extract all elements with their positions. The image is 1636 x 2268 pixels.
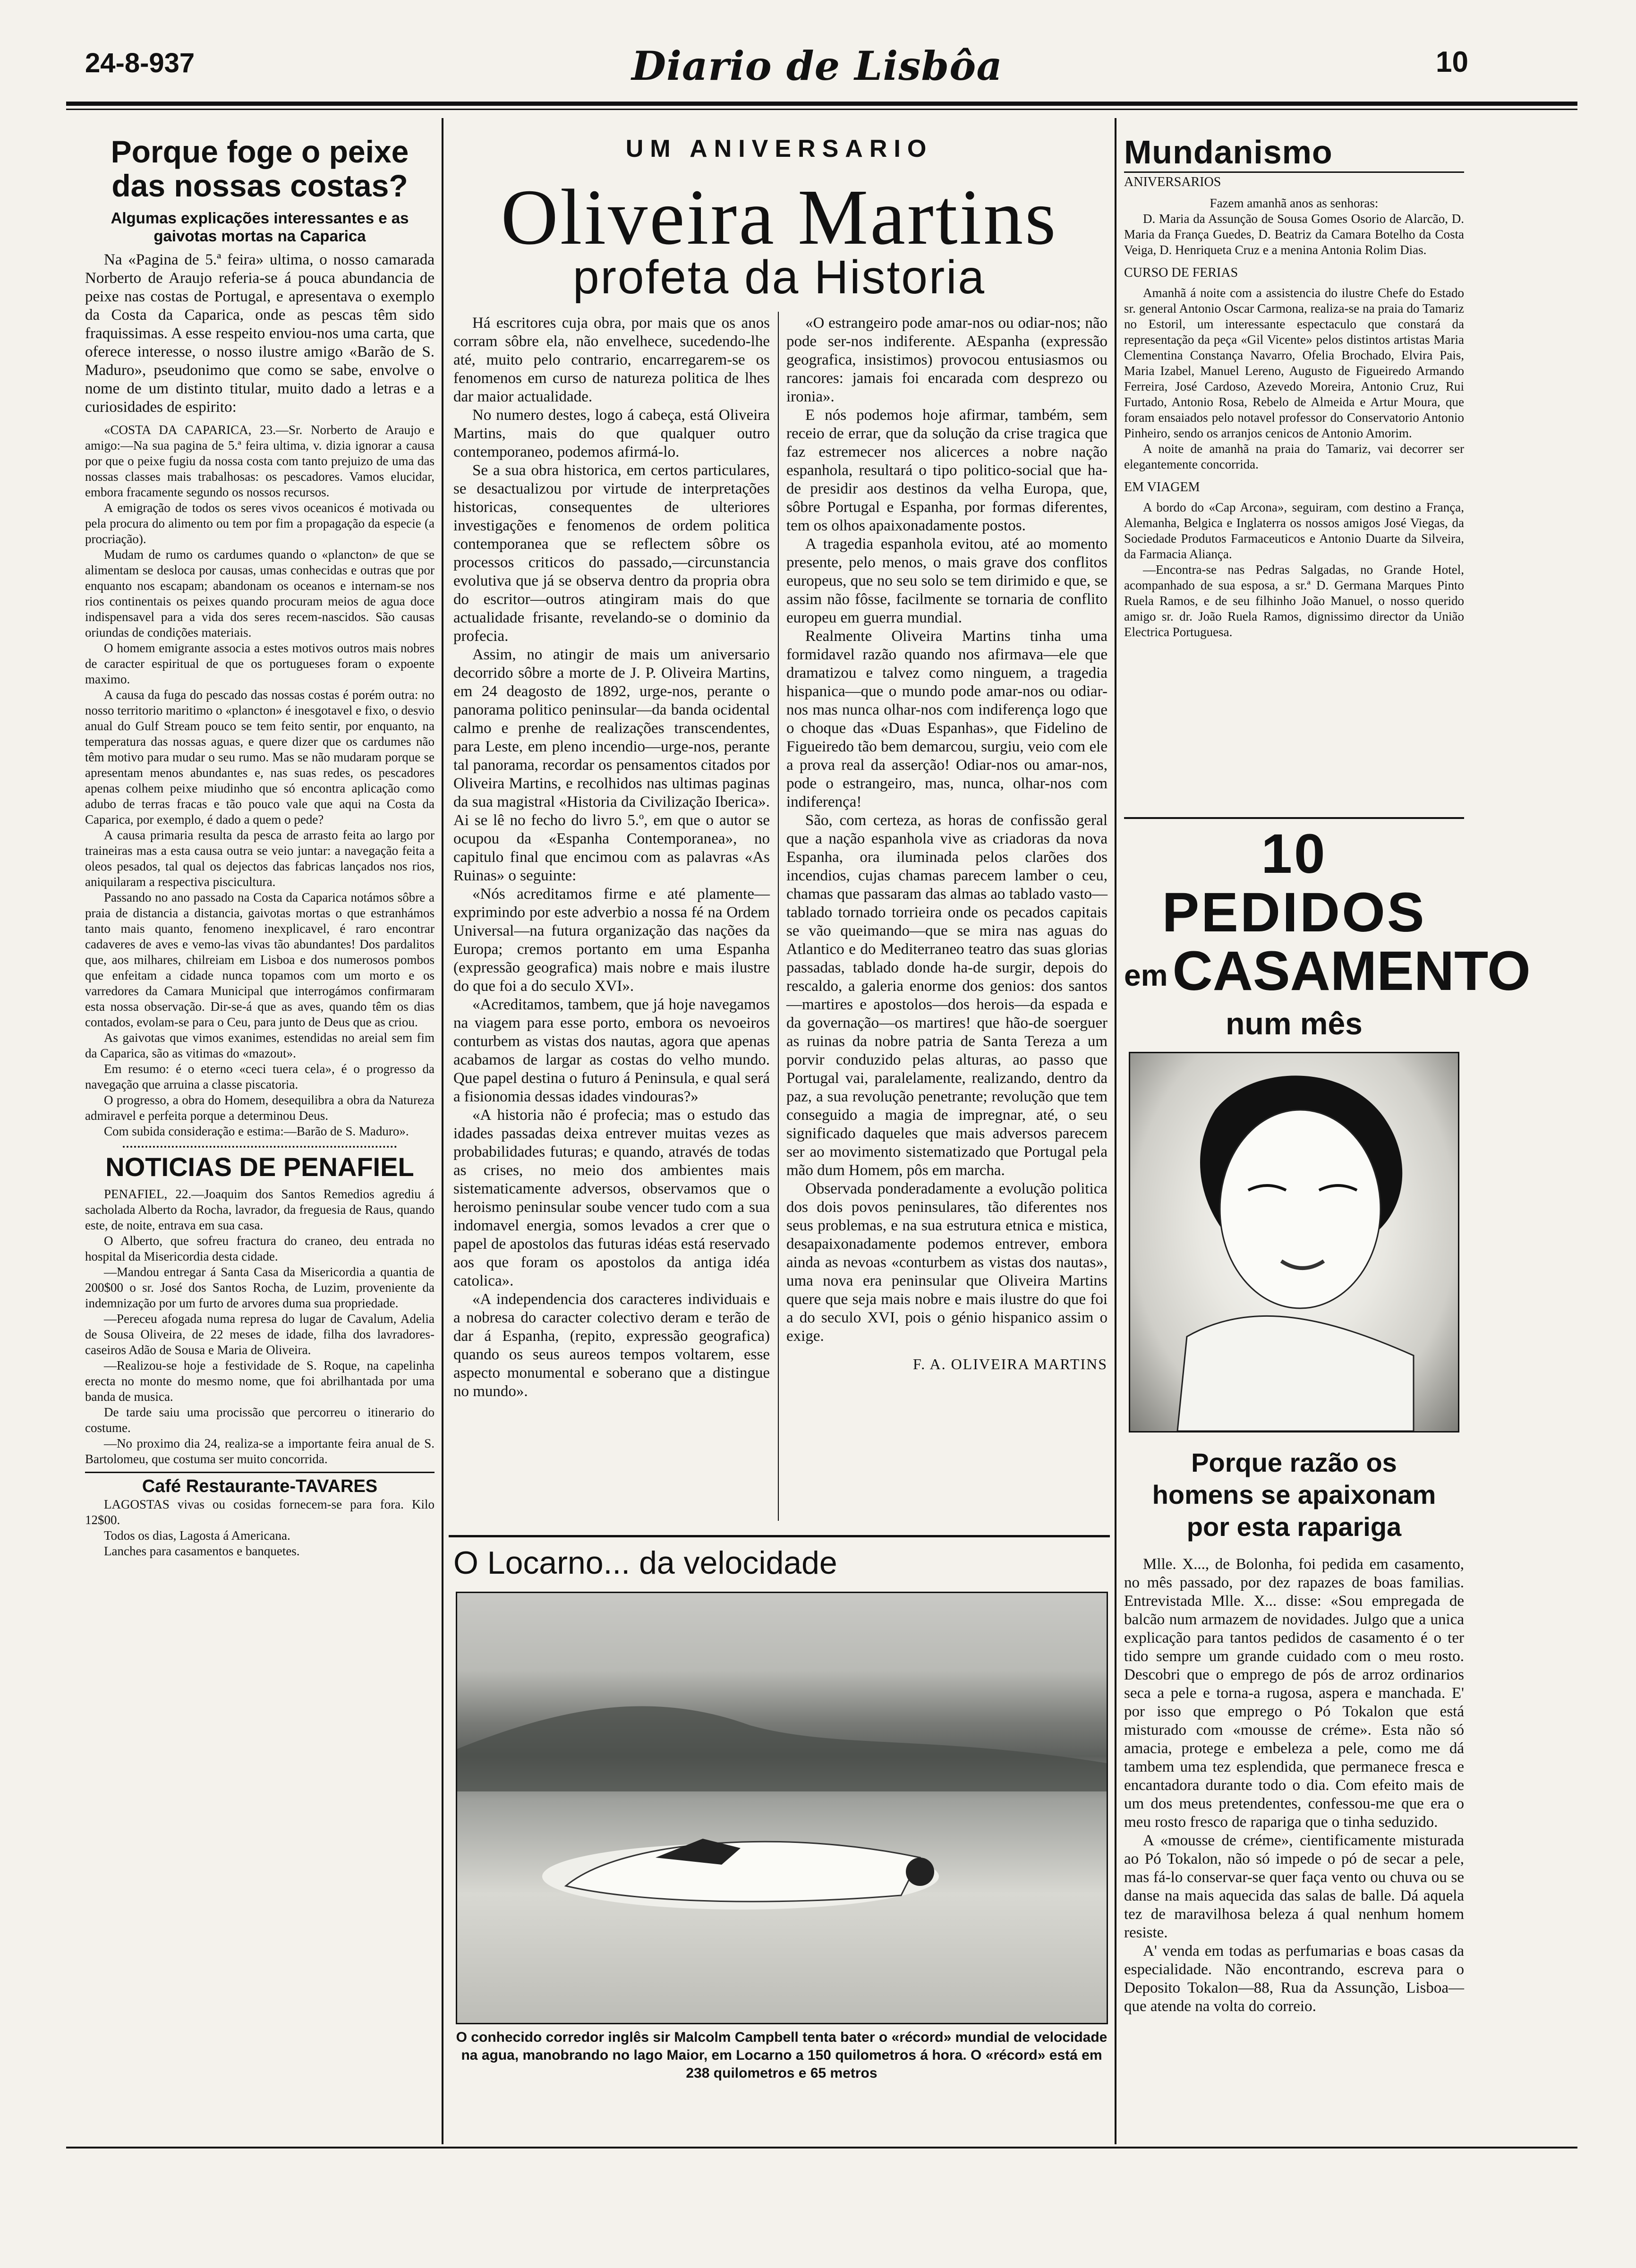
paragraph: «A historia não é profecia; mas o estudo das idades passadas deixa entrever muitas vezes as probabilidades futuras; e quando, através de todas as crises, no meio dos ambientes mais sistematicamente adversos, observamos que o heroismo peninsular soube vencer tudo com a sua indomavel energia, somos levados a crer que o papel de apostolos das futuras idéas está reservado aos que foram os apostolos da antiga idéa catolica». [453, 1107, 770, 1289]
paragraph: A causa da fuga do pescado das nossas costas é porém outra: no nosso territorio maritimo o «plancton» é inesgotavel e fixo, o desvio anual do Gulf Stream pouco se tem feito sentir, por enquanto, na temperatura das nossas aguas, e quere dizer que os cardumes não têm motivo para mudar o seu rumo. Mas se não mudaram porque se apresentam menos abundantes e, nas suas redes, os pescadores apenas colhem peixe miudinho que só encontra aplicação como adubo de terras fracas e tão pouco vale que aqui na Costa da Caparica, por exemplo, é dado a quem o pede? [85, 688, 435, 827]
ad-headline-line3: num mês [1226, 1006, 1363, 1041]
article-subhead-fish: Algumas explicações interessantes e as gaivotas mortas na Caparica [111, 209, 409, 245]
bottom-rule [66, 2147, 1577, 2149]
locarno-top-rule [449, 1535, 1110, 1537]
ad-em: em [1124, 958, 1168, 992]
photo-speedboat [456, 1592, 1108, 2024]
page-number: 10 [1436, 46, 1468, 78]
locarno-headline: O Locarno... da velocidade [453, 1545, 837, 1581]
column-rule-3 [1115, 118, 1116, 2144]
ad-title-tavares: Café Restaurante-TAVARES [142, 1476, 378, 1496]
section-label: ANIVERSARIOS [1124, 171, 1464, 190]
ad-casamento: CASAMENTO [1172, 940, 1531, 1002]
paragraph: Se a sua obra historica, em certos particulares, se desactualizou por virtude de interpretações historicas, consequentes de ulteriores investigações e fenomenos de ordem politica contemporanea que se reflectem sôbre os processos criticos do passado,—circunstancia evolutiva que já se observa dentro da propria obra do escritor—outros atingiram mais do que actualidade frisante, revelando-se o dominio da profecia. [453, 462, 770, 645]
paragraph: Com subida consideração e estima:—Barão de S. Maduro». [104, 1124, 409, 1138]
paragraph: O Alberto, que sofreu fractura do craneo, deu entrada no hospital da Misericordia desta cidade. [85, 1234, 435, 1263]
issue-date: 24-8-937 [85, 48, 195, 78]
article-signature: F. A. OLIVEIRA MARTINS [913, 1356, 1108, 1373]
paragraph: Passando no ano passado na Costa da Caparica notámos sôbre a praia de distancia a distancia, gaivotas mortas o que estranhámos tanto mais quanto, fenomeno inexplicavel, é raro encontrar cadaveres de aves e vemo-las vivas tão abundantes! Dos pardalitos que, aos milhares, chilreiam em Lisboa e dos numerosos pombos que enfeitam a cidade nunca topamos com um morto e os varredores da Camara Municipal que interrogámos confirmaram esta nossa observação. Dir-se-á que as aves, quando têm os dias contados, evolam-se para o Ceu, para junto de Deus que as criou. [85, 890, 435, 1029]
paragraph: Amanhã á noite com a assistencia do ilustre Chefe do Estado sr. general Antonio Oscar Carmona, realiza-se na praia do Tamariz no Estoril, um interessante espectaculo que constará da representação da peça «Gil Vicente» pelos distintos artistas Maria Clementina Constança Navarro, Ofelia Brochado, Elvira Pais, Maria Izabel, Manuel Lereno, Augusto de Figueiredo Armando Ferreira, José Cardoso, Azevedo Moreira, Antonio Cruz, Rui Furtado, Antonio Rosa, Rebelo de Almeida e Artur Moura, que foram ensaiados pelo notavel professor do Conservatorio Antonio Pinheiro, sendo os arranjos cenicos de Antonio Amorim. [1124, 286, 1464, 440]
paragraph: A causa primaria resulta da pesca de arrasto feita ao largo por traineiras mas a esta causa outra se veio juntar: a navegação feita a oleos pesados, tal qual os dejectos das fabricas lançados nos rios, aniquilaram a respectiva piscicultura. [85, 828, 435, 889]
paragraph: A bordo do «Cap Arcona», seguiram, com destino a França, Alemanha, Belgica e Inglaterra os nossos amigos José Viegas, da Sociedade Produtos Farmaceuticos e Antonio Duarte da Silveira, da Farmacia Aliança. [1124, 500, 1464, 561]
ad-body: Mlle. X..., de Bolonha, foi pedida em casamento, no mês passado, por dez rapazes de boas familias. Entrevistada Mlle. X... disse: «Sou empregada de balcão num armazem de novidades. Julgo que a unica explicação para tantos pedidos de casamento é o ter tido sempre um grande cuidado com o meu rosto. Descobri que o emprego de pós de arroz ordinarios seca a pele e torna-a rugosa, aspera e manchada. E' por isso que emprego o Pó Tokalon que está misturado com «mousse de créme». Esta não só amacia, protege e embeleza a pele, como me dá tambem uma tez esplendida, que permanece fresca e encantadora durante todo o dia. Com efeito mais de um dos meus pretendentes, confessou-me que era o meu rosto fresco de rapariga que o tinha seduzido. [1124, 1555, 1464, 1831]
paragraph: —Mandou entregar á Santa Casa da Misericordia a quantia de 200$00 o sr. José dos Santos Rocha, de Luzim, proveniente da indemnização por um furto de arvores duma sua propriedade. [85, 1265, 435, 1310]
article-kicker: UM ANIVERSARIO [625, 135, 933, 162]
column-rule-1 [442, 118, 443, 2144]
paragraph: O progresso, a obra do Homem, desequilibra a obra da Natureza admiravel e perfeita porque a determinou Deus. [85, 1093, 435, 1123]
woman-portrait-illustration [1130, 1053, 1459, 1431]
paragraph: No numero destes, logo á cabeça, está Oliveira Martins, mais do que qualquer outro contemporaneo, podemos afirmá-lo. [453, 407, 770, 460]
paragraph: «A independencia dos caracteres individuais e a nobresa do caracter colectivo deram e terão de dar á Espanha, (repito, expressão geografica) quando os seus aureos tempos voltarem, esse aspecto monumental e soberano que a distingue no mundo». [453, 1291, 770, 1400]
article-subtitle: profeta da Historia [572, 251, 986, 304]
paragraph: «Acreditamos, tambem, que já hoje navegamos na viagem para esse porto, embora os nevoeiros conturbem as vistas dos nautas, agora que apenas acabamos de largar as costas do velho mundo. Que papel destina o futuro á Peninsula, e qual será a fisionomia dessas idades vindouras?» [453, 996, 770, 1105]
paragraph: —Realizou-se hoje a festividade de S. Roque, na capelinha erecta no monte do mesmo nome, que foi abrilhantada por uma banda de musica. [85, 1358, 435, 1404]
paragraph: A emigração de todos os seres vivos oceanicos é motivada ou pela procura do alimento ou tem por fim a propagação da especie (a procriação). [85, 501, 435, 546]
paragraph: A noite de amanhã na praia do Tamariz, vai decorrer ser elegantemente concorrida. [1124, 442, 1464, 471]
speedboat-illustration [457, 1593, 1107, 2023]
ad-tokalon [1124, 817, 1531, 2137]
paragraph: Em resumo: é o eterno «ceci tuera cela», é o progresso da navegação que arruina a classe piscatoria. [85, 1062, 435, 1091]
column-rule-center [778, 312, 779, 1521]
ad-headline-line2 [1124, 940, 1531, 1005]
paragraph: «COSTA DA CAPARICA, 23.—Sr. Norberto de Araujo e amigo:—Na sua pagina de 5.ª feira ultima, v. dizia ignorar a causa por que o peixe fugiu da nossa costa com tanto prejuizo de uma das nossas classes mais trabalhosas: os pescadores. Vamos elucidar, embora fracamente segundo os nossos recursos. [85, 423, 435, 499]
ad-headline-line1: 10 PEDIDOS [1162, 823, 1426, 944]
paragraph: São, com certeza, as horas de confissão geral que a nação espanhola vive as criadoras da nova Espanha, ora iluminada pelos clarões dos incendios, cujas chamas parecem lamber o ceu, chamas que passaram das almas ao tablado vasto—tablado tornado torrieira onde os pecados capitais se vão queimando—que se mira nas aguas do Atlantico e do Mediterraneo teatro das suas glorias passadas, tablado donde ha-de surgir, depois do rescaldo, a galeria enorme dos genios: dos santos—martires e apostolos—dos herois—da espada e da governação—os martires! que hão-de soerguer as ruinas da nobre patria de Santa Tereza a um porvir conduzido pelas alturas, ao passo que Portugal vai, paralelamente, realizando, dentro da paz, a sua revolução penetrante; revolução que tem conseguido a magia de impregnar, até, o seu significado daqueles que mais adversos parecem ser ao movimento sistematizado que Portugal pela mão dum Homem, pôs em marcha. [786, 812, 1108, 1179]
paragraph: A tragedia espanhola evitou, até ao momento presente, pelo menos, o mais grave dos conflitos europeus, que no seu solo se tem dirimido e que, se assim não fôsse, facilmente se tornaria de conflito europeu em guerra mundial. [786, 536, 1108, 626]
column-right [1124, 135, 1464, 640]
paragraph: «O estrangeiro pode amar-nos ou odiar-nos; não pode ser-nos indiferente. AEspanha (expressão geografica, insistimos) provocou entusiasmos ou rancores: jamais foi encarada com desprezo ou ironia». [786, 315, 1108, 405]
header-rule-thin [66, 109, 1577, 110]
news-headline-penafiel: NOTICIAS DE PENAFIEL [105, 1152, 414, 1182]
paragraph: «Nós acreditamos firme e até plamente—exprimindo por este adverbio a nossa fé na Ordem Universal—na futura organização das nações da Europa; cremos portanto em uma Espanha (expressão geografica) mais nobre e mais ilustre do que foi a do seculo XVI». [453, 886, 770, 995]
news-body [85, 1186, 435, 1467]
paragraph: E nós podemos hoje afirmar, também, sem receio de errar, que da solução da crise tragica que faz estremecer nos alicerces a nobre nação espanhola, resultará o tipo politico-social que ha-de presidir aos destinos da velha Europa, que, sôbre Portugal e Espanha, por formas diferentes, tem os olhos apaixonadamente postos. [786, 407, 1108, 534]
paragraph: Fazem amanhã anos as senhoras: [1210, 196, 1379, 210]
paragraph: —No proximo dia 24, realiza-se a importante feira anual de S. Bartolomeu, que costuma ser muito concorrida. [85, 1436, 435, 1466]
article-column-left [453, 314, 770, 1401]
paragraph: D. Maria da Assunção de Sousa Gomes Osorio de Alarcão, D. Maria da França Guedes, D. Beatriz da Camara Botelho da Costa Veiga, D. Henriqueta Cruz e a menina Antonia Rolim Dias. [1124, 212, 1464, 257]
article-title-oliveira-martins: Oliveira Martins [501, 173, 1058, 261]
paragraph: Mudam de rumo os cardumes quando o «plancton» de que se alimentam se desloca por causas, umas conhecidas e outras que por enquanto nos escapam; abandonam os oceanos e internam-se nos rios continentais os peixes quando procuram meios de agua doce indispensavel para a vida dos seres recem-nascidos. São causas oriundas de condições materiais. [85, 547, 435, 639]
masthead: Diario de Lisbôa [631, 43, 1003, 89]
ad-body: A' venda em todas as perfumarias e boas casas da especialidade. Não encontrando, escreva para o Deposito Tokalon—88, Rua da Assunção, Lisboa—que atende na volta do correio. [1124, 1942, 1464, 2015]
ad-question: Porque razão os homens se apaixonam por esta rapariga [1152, 1447, 1436, 1542]
separator-dots [123, 1146, 397, 1148]
photo-caption: O conhecido corredor inglês sir Malcolm Campbell tenta bater o «récord» mundial de velocidade na agua, manobrando no lago Maior, em Locarno a 150 quilometros á hora. O «récord» está em 238 quilometros e 65 metros [456, 2029, 1108, 2081]
ad-portrait-woman [1129, 1052, 1459, 1432]
section-label: EM VIAGEM [1124, 480, 1200, 495]
article-intro: Na «Pagina de 5.ª feira» ultima, o nosso camarada Norberto de Araujo referia-se á pouca abundancia de peixe nas costas de Portugal, e apresentava o exemplo da Costa da Caparica, onde as pescas têm sido fraquissimas. A esse respeito enviou-nos uma carta, que oferece interesse, o nosso ilustre amigo «Barão de S. Maduro», pseudonimo que como se sabe, envolve o nome de um distinto titular, muito dado a letras e a curiosidades de espirito: [85, 251, 435, 416]
paragraph: Observada ponderadamente a evolução politica dos dois povos peninsulares, tão diferentes nos seus problemas, e na sua estrutura etnica e mistica, desapaixonadamente podemos entrever, embora ainda as nevoas «conturbem as vistas dos nautas», uma nova era peninsular que Oliveira Martins quere que seja mais nobre e mais ilustre do que foi a do seculo XVI, pois o génio hispanico assim o exige. [786, 1180, 1108, 1345]
paragraph: —Pereceu afogada numa represa do lugar de Cavalum, Adelia de Sousa Oliveira, de 22 meses de idade, filha dos lavradores-caseiros Adão de Sousa e Maria de Oliveira. [85, 1312, 435, 1357]
ad-line: Todos os dias, Lagosta á Americana. [104, 1528, 290, 1543]
article-column-right [786, 314, 1108, 1373]
letter-body [85, 422, 435, 1139]
ad-line: LAGOSTAS vivas ou cosidas fornecem-se para fora. Kilo 12$00. [85, 1497, 435, 1527]
paragraph: Assim, no atingir de mais um aniversario decorrido sôbre a morte de J. P. Oliveira Martins, em 24 deagosto de 1892, urge-nos, perante o panorama politico peninsular—da banda ocidental calmo e prenhe de realizações transcendentes, para Leste, em pleno incendio—urge-nos, perante tal panorama, recordar os pensamentos citados por Oliveira Martins, e recolhidos nas ultimas paginas da sua magistral «Historia da Civilização Iberica». Ai se lê no fecho do livro 5.º, em que o autor se ocupou da «Espanha Contemporanea», no capitulo final que encimou com as palavras «As Ruinas» o seguinte: [453, 646, 770, 884]
paragraph: De tarde saiu uma procissão que percorreu o itinerario do costume. [85, 1405, 435, 1435]
paragraph: O homem emigrante associa a estes motivos outros mais nobres de caracter espiritual de que os portugueses foram o expoente maximo. [85, 641, 435, 686]
article-headline-fish: Porque foge o peixe das nossas costas? [111, 134, 409, 203]
header-rule [66, 102, 1577, 106]
ad-box-tavares [85, 1472, 435, 1559]
paragraph: —Encontra-se nas Pedras Salgadas, no Grande Hotel, acompanhado de sua esposa, a sr.ª D. Germana Marques Pinto Ruela Ramos, e de seu filhinho João Manuel, o nosso querido amigo sr. dr. João Ruela Ramos, dignissimo director da União Electrica Portuguesa. [1124, 563, 1464, 639]
ad-line: Lanches para casamentos e banquetes. [104, 1544, 300, 1558]
paragraph: Realmente Oliveira Martins tinha uma formidavel razão quando nos afirmava—ele que dramatizou e talvez como ninguem, a tragedia hispanica—que o mundo pode amar-nos ou odiar-nos mas nunca olhar-nos com indiferença logo que o choque das «Duas Espanhas», que Fidelino de Figueiredo tão bem demarcou, surgiu, veio com ele a prova real da asserção! Odiar-nos ou amar-nos, pode o estrangeiro, mas, nunca, olhar-nos com indiferença! [786, 628, 1108, 810]
column-left [85, 135, 435, 1559]
section-label: CURSO DE FERIAS [1124, 265, 1238, 280]
paragraph: PENAFIEL, 22.—Joaquim dos Santos Remedios agrediu á sacholada Alberto da Rocha, lavrador, da freguesia de Raus, quando este, de noite, entrava em sua casa. [85, 1187, 435, 1232]
paragraph: As gaivotas que vimos exanimes, estendidas no areial sem fim da Caparica, são as vitimas do «mazout». [85, 1031, 435, 1060]
paragraph: Há escritores cuja obra, por mais que os anos corram sôbre ela, não envelhece, sucedendo-lhe até, muito pelo contrario, encarregarem-se os fenomenos em curso de natureza politica de lhes dar maior actualidade. [453, 315, 770, 405]
section-headline-mundanismo: Mundanismo [1124, 134, 1333, 171]
ad-body: A «mousse de créme», cientificamente misturada ao Pó Tokalon, não só impede o pó de secar a pele, mas fá-lo conservar-se quer faça vento ou chuva ou se danse na mais aquecida das salas de balle. Dá aquela tez de maravilhosa beleza á qual nenhum homem resiste. [1124, 1832, 1464, 1941]
